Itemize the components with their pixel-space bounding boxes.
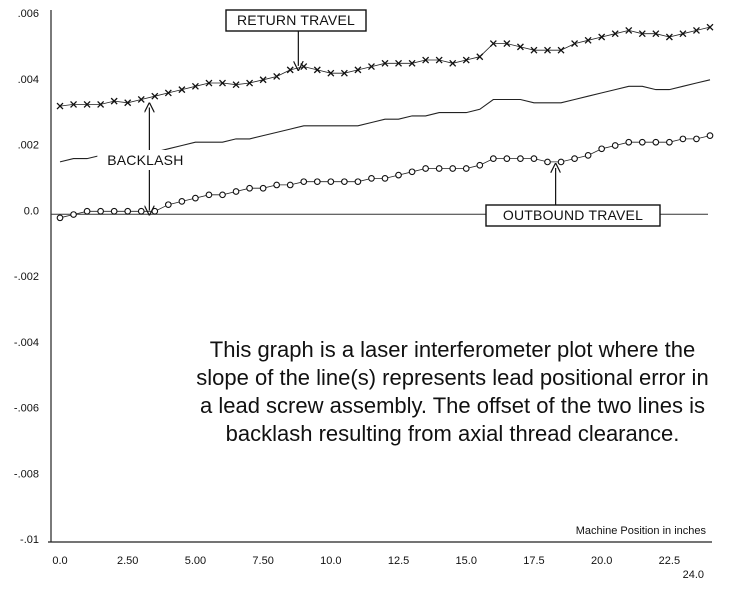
y-tick-label-7: -.008 (13, 468, 39, 481)
data-point-x-9 (179, 87, 185, 93)
data-point-o-16 (274, 182, 280, 188)
data-point-x-29 (450, 60, 456, 66)
data-point-x-15 (260, 77, 266, 83)
data-point-x-40 (599, 34, 605, 40)
data-point-o-7 (152, 208, 158, 214)
return-travel-callout (226, 10, 366, 66)
data-point-x-19 (314, 67, 320, 73)
data-point-o-33 (504, 156, 510, 162)
backlash-label: BACKLASH (107, 152, 184, 168)
data-point-x-34 (517, 44, 523, 50)
data-point-o-23 (369, 176, 375, 182)
data-point-o-3 (98, 208, 104, 214)
data-point-o-21 (342, 179, 348, 185)
series-mean (60, 80, 710, 162)
data-point-o-35 (531, 156, 537, 162)
description-line-4: backlash resulting from axial thread clearance. (225, 421, 680, 446)
axes (14, 8, 712, 581)
data-point-o-2 (84, 208, 90, 214)
series-layer (57, 24, 713, 220)
data-point-o-45 (667, 139, 673, 145)
data-point-x-39 (585, 37, 591, 43)
data-point-o-12 (220, 192, 226, 198)
data-point-o-34 (518, 156, 524, 162)
x-tick-label-0: 0.0 (52, 555, 68, 567)
y-tick-label-4: -.002 (13, 271, 39, 283)
data-point-x-16 (274, 73, 280, 79)
y-tick-label-1: .004 (17, 73, 39, 86)
data-point-o-38 (572, 156, 578, 162)
data-point-o-26 (409, 169, 415, 175)
return-travel-label: RETURN TRAVEL (237, 12, 355, 28)
x-tick-label-3: 7.50 (252, 555, 274, 567)
data-point-o-42 (626, 139, 632, 145)
data-point-o-25 (396, 172, 402, 178)
data-point-o-46 (680, 136, 686, 142)
y-tick-label-5: -.004 (13, 336, 39, 349)
data-point-o-43 (639, 139, 645, 145)
data-point-o-8 (166, 202, 172, 208)
data-point-o-6 (138, 208, 144, 214)
x-tick-label-6: 15.0 (455, 555, 477, 567)
data-point-o-24 (382, 176, 388, 182)
y-tick-label-8: -.01 (20, 534, 39, 546)
data-point-o-28 (436, 166, 442, 172)
x-tick-label-7: 17.5 (523, 555, 545, 567)
x-tick-label-4: 10.0 (320, 555, 342, 567)
data-point-o-32 (491, 156, 497, 162)
data-point-o-14 (247, 185, 253, 191)
data-point-x-7 (152, 93, 158, 99)
series-return-travel (57, 24, 713, 109)
data-point-x-10 (192, 83, 198, 89)
data-point-x-31 (477, 54, 483, 60)
description-text (165, 336, 740, 448)
data-point-x-8 (165, 90, 171, 96)
data-point-o-29 (450, 166, 456, 172)
data-point-x-22 (355, 67, 361, 73)
data-point-x-41 (612, 31, 618, 37)
data-point-o-40 (599, 146, 605, 152)
data-point-o-22 (355, 179, 361, 185)
data-point-o-36 (545, 159, 551, 165)
data-point-o-39 (585, 153, 591, 159)
x-tick-label-2: 5.00 (184, 555, 207, 567)
outbound-travel-callout (486, 168, 660, 226)
data-point-o-1 (71, 212, 77, 218)
data-point-o-31 (477, 162, 483, 168)
data-point-o-10 (193, 195, 199, 201)
y-tick-label-6: -.006 (13, 402, 39, 415)
data-point-x-45 (666, 34, 672, 40)
data-point-o-0 (57, 215, 63, 221)
y-tick-label-0: .006 (17, 8, 39, 20)
data-point-o-30 (463, 166, 469, 172)
data-point-x-46 (680, 31, 686, 37)
data-point-o-17 (287, 182, 293, 188)
data-point-x-30 (463, 57, 469, 63)
y-tick-label-2: .002 (17, 139, 39, 152)
data-point-x-47 (693, 27, 699, 33)
series-line-1 (60, 80, 710, 162)
x-tick-label-8: 20.0 (590, 555, 613, 567)
data-point-o-11 (206, 192, 212, 198)
x-tick-label-10: 24.0 (682, 569, 704, 581)
data-point-o-41 (612, 143, 618, 149)
data-point-x-23 (368, 64, 374, 70)
data-point-x-17 (287, 67, 293, 73)
x-tick-label-1: 2.50 (116, 555, 139, 567)
data-point-o-44 (653, 139, 659, 145)
x-axis-title: Machine Position in inches (575, 525, 706, 537)
data-point-o-20 (328, 179, 334, 185)
data-point-o-5 (125, 208, 131, 214)
x-tick-label-9: 22.5 (658, 555, 681, 567)
data-point-o-37 (558, 159, 564, 165)
description-line-3: a lead screw assembly. The offset of the two lines is (199, 393, 706, 418)
description-line-2: slope of the line(s) represents lead positional error in (196, 365, 709, 390)
data-point-o-13 (233, 189, 239, 195)
data-point-o-9 (179, 199, 185, 205)
data-point-o-48 (707, 133, 713, 139)
data-point-o-4 (111, 208, 117, 214)
backlash-callout (97, 107, 193, 210)
outbound-travel-label: OUTBOUND TRAVEL (502, 207, 644, 223)
data-point-o-15 (260, 185, 266, 191)
data-point-o-18 (301, 179, 307, 185)
data-point-x-48 (707, 24, 713, 30)
data-point-x-6 (138, 96, 144, 102)
description-line-1: This graph is a laser interferometer plot where the (209, 337, 696, 362)
data-point-o-47 (694, 136, 700, 142)
data-point-x-38 (572, 41, 578, 47)
data-point-x-42 (626, 27, 632, 33)
data-point-o-27 (423, 166, 429, 172)
data-point-x-18 (301, 64, 307, 70)
y-tick-label-3: 0.0 (23, 205, 39, 218)
x-tick-label-5: 12.5 (387, 555, 410, 567)
data-point-o-19 (314, 179, 320, 185)
